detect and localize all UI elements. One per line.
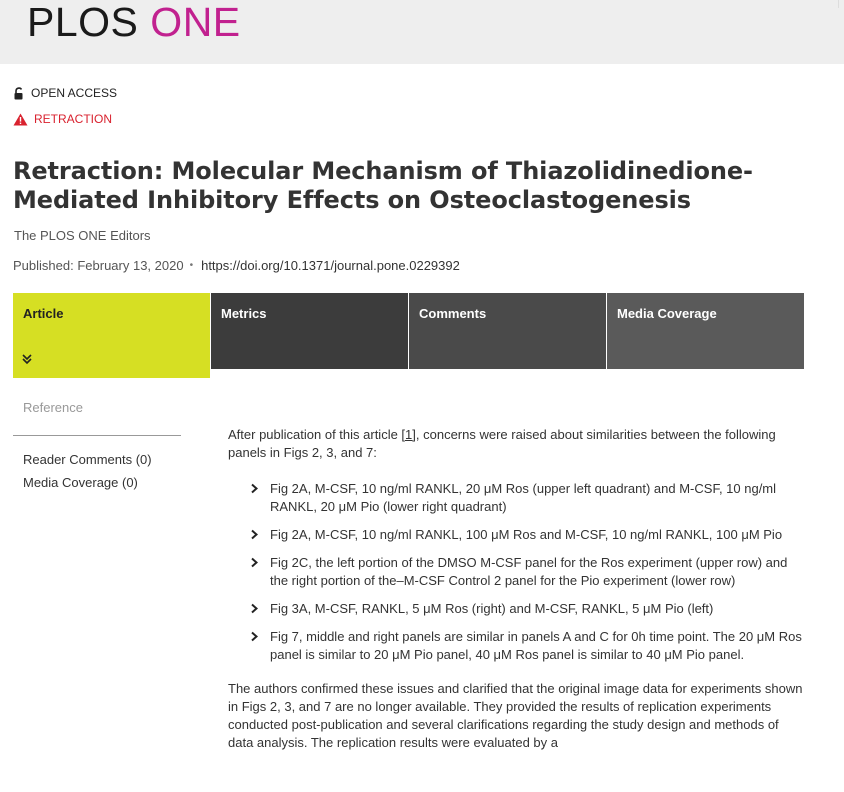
tab-comments[interactable] [409,293,607,369]
sidenav-media-coverage[interactable]: Media Coverage (0) [23,475,138,490]
tab-comments-label: Comments [419,306,487,321]
logo-one: ONE [150,0,241,45]
tab-article[interactable] [13,293,211,378]
double-chevron-down-icon [21,353,33,365]
list-item-text: Fig 3A, M-CSF, RANKL, 5 μM Ros (right) and M-CSF, RANKL, 5 μM Pio (left) [270,601,714,616]
chevron-right-icon [250,631,259,642]
list-item [250,600,803,618]
separator: • [189,260,194,271]
sidenav-reference[interactable]: Reference [23,400,83,415]
published-label: Published: [13,258,74,273]
panel-list [250,480,803,664]
logo-plos: PLOS [27,0,139,45]
list-item [250,628,803,664]
retraction-label: RETRACTION [34,112,112,126]
article-tabs [13,293,804,369]
open-access-label: OPEN ACCESS [31,86,118,100]
intro-text-after: , concerns were raised about similarities between the following panels in Figs 2, 3, and 7: [228,427,776,460]
intro-paragraph [228,426,803,462]
citation-link[interactable]: [1] [401,427,416,442]
article-body [228,426,803,770]
chevron-right-icon [250,603,259,614]
chevron-right-icon [250,557,259,568]
list-item [250,526,803,544]
tab-media-coverage-label: Media Coverage [617,306,717,321]
unlock-icon [13,87,25,100]
chevron-right-icon [250,483,259,494]
open-access-badge [13,86,117,100]
publication-info [13,258,460,273]
tab-article-label: Article [23,306,64,321]
conclusion-paragraph: The authors confirmed these issues and clarified that the original image data for experiments shown in Figs 2, 3, and 7 are no longer available. They provided the results of replication experiments conducted post-publication and several clarifications regarding the study design and methods of data analysis. The replication results were evaluated by a [228,681,803,750]
list-item-text: Fig 2A, M-CSF, 10 ng/ml RANKL, 100 μM Ros and M-CSF, 10 ng/ml RANKL, 100 μM Pio [270,527,783,542]
tab-metrics[interactable] [211,293,409,369]
site-header [0,0,844,64]
sidenav-reader-comments[interactable]: Reader Comments (0) [23,452,152,467]
list-item-text: Fig 2C, the left portion of the DMSO M-CSF panel for the Ros experiment (upper row) and the right portion of the–M-CSF Control 2 panel for the Pio experiment (lower row) [270,555,788,588]
warning-icon [13,113,28,126]
plos-one-logo[interactable] [27,0,241,44]
tab-metrics-label: Metrics [221,306,267,321]
doi-link[interactable]: https://doi.org/10.1371/journal.pone.0229392 [201,258,460,273]
list-item [250,554,803,590]
list-item [250,480,803,516]
list-item-text: Fig 7, middle and right panels are similar in panels A and C for 0h time point. The 20 μM Ros panel is similar to 20 μM Pio panel, 40 μM Ros panel is similar to 40 μM Pio panel. [270,629,802,662]
article-authors[interactable]: The PLOS ONE Editors [14,228,151,243]
tab-media-coverage[interactable] [607,293,804,369]
published-date: February 13, 2020 [77,258,184,273]
intro-text-before: After publication of this article [228,427,402,442]
article-title: Retraction: Molecular Mechanism of Thiazolidinedione-Mediated Inhibitory Effects on Osteoclastogenesis [13,157,753,214]
article-side-nav [13,395,181,494]
chevron-right-icon [250,529,259,540]
retraction-badge [13,112,112,126]
list-item-text: Fig 2A, M-CSF, 10 ng/ml RANKL, 20 μM Ros (upper left quadrant) and M-CSF, 10 ng/ml RANKL, 20 μM Pio (lower right quadrant) [270,481,777,514]
header-edge [838,0,844,8]
